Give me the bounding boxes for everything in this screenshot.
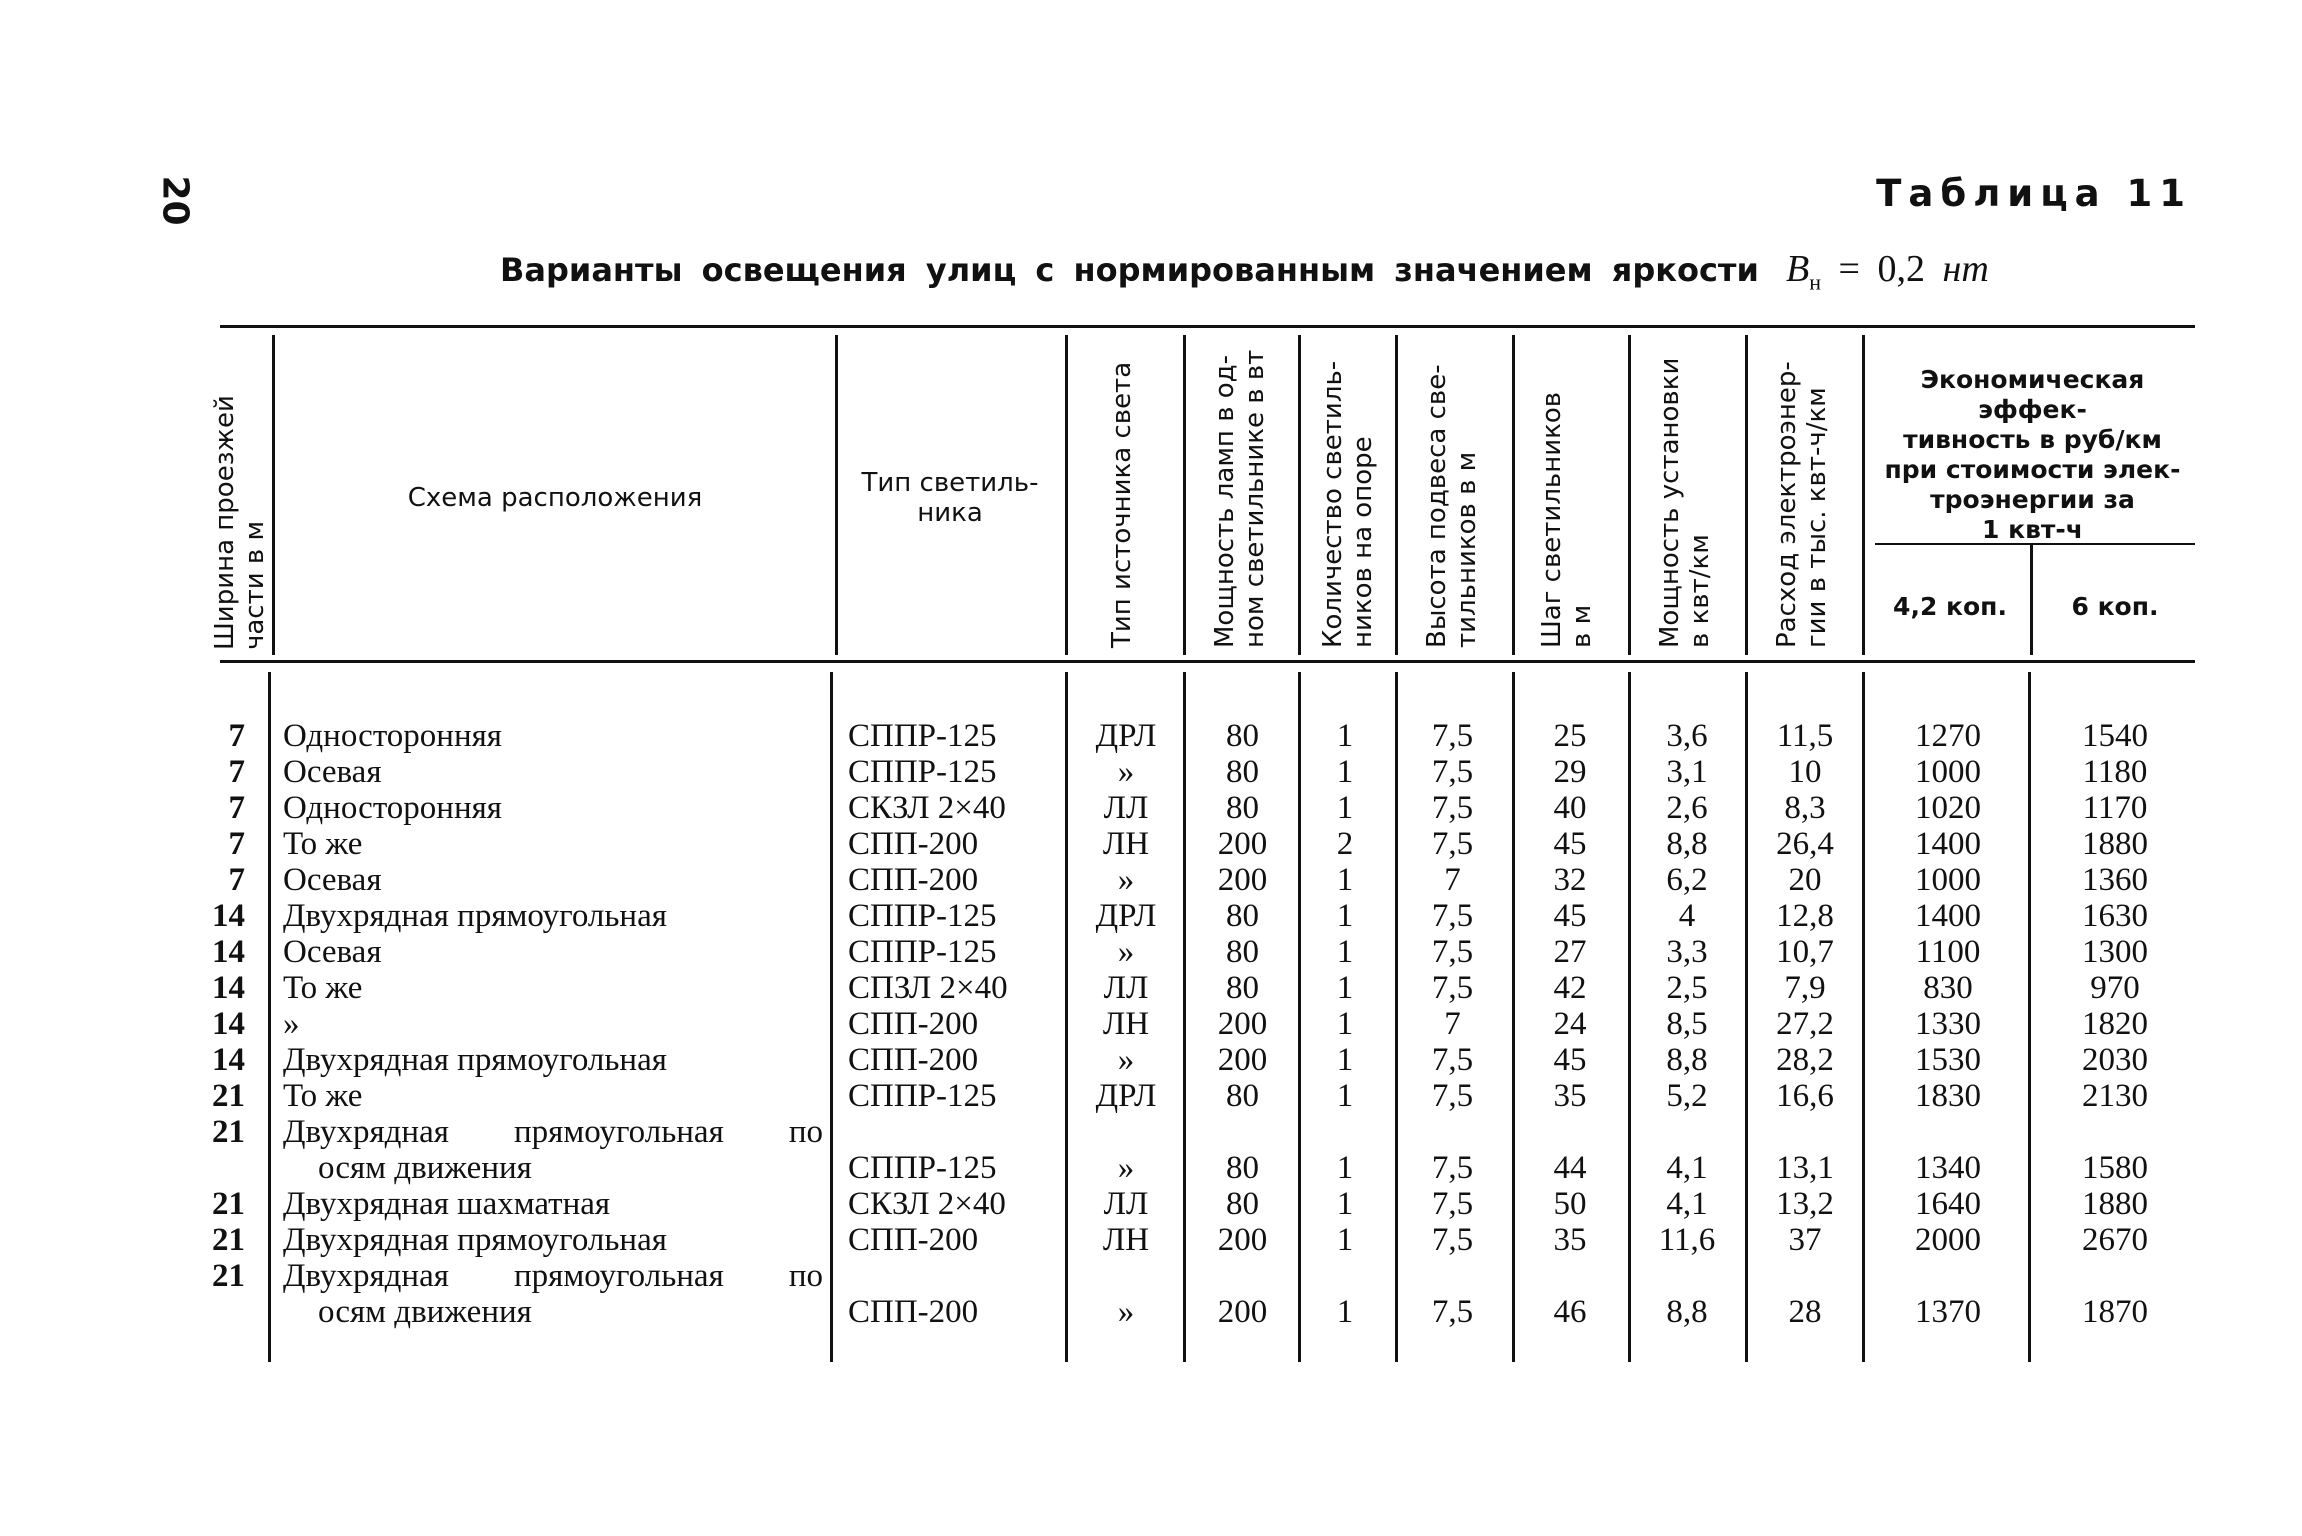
table-title	[500, 247, 1989, 296]
cell-source: ЛН	[1102, 826, 1150, 862]
cell-type: СПП-200	[848, 862, 979, 898]
cell-width: 7	[228, 862, 245, 898]
body-col-line	[1628, 672, 1631, 1362]
cell-source: ДРЛ	[1095, 1078, 1157, 1114]
cell-consumption: 20	[1788, 862, 1822, 898]
cell-install: 8,8	[1666, 1042, 1708, 1078]
cell-consumption: 13,2	[1776, 1186, 1834, 1222]
formula-symbol: B	[1786, 248, 1810, 290]
cell-source: ЛЛ	[1103, 790, 1149, 826]
cell-economy-2: 1180	[2082, 754, 2148, 790]
cell-economy-2: 1170	[2082, 790, 2148, 826]
cell-economy-2: 1630	[2082, 898, 2148, 934]
cell-power: 80	[1226, 1186, 1259, 1222]
header-source-line: Тип источника света	[1107, 361, 1137, 648]
cell-economy-1: 1640	[1915, 1186, 1981, 1222]
cell-step: 46	[1553, 1294, 1587, 1330]
header-power-lamp-line: Мощность ламп в од-	[1210, 354, 1240, 648]
cell-install: 4,1	[1666, 1150, 1708, 1186]
cell-install: 4,1	[1666, 1186, 1708, 1222]
body-col-line	[1395, 672, 1398, 1362]
header-power-lamp-line: ном светильнике в вт	[1240, 349, 1270, 648]
cell-source: »	[1117, 934, 1135, 970]
cell-type: СКЗЛ 2×40	[848, 790, 1006, 826]
cell-count: 1	[1336, 1042, 1354, 1078]
cell-height: 7,5	[1431, 934, 1474, 970]
cell-step: 24	[1553, 1006, 1587, 1042]
cell-consumption: 28,2	[1776, 1042, 1834, 1078]
cell-economy-2: 1870	[2082, 1294, 2148, 1330]
cell-install: 3,6	[1666, 718, 1708, 754]
cell-type: СППР-125	[848, 1150, 997, 1186]
header-price-1: 4,2 коп.	[1893, 592, 2007, 621]
cell-consumption: 27,2	[1776, 1006, 1834, 1042]
cell-economy-2: 2130	[2082, 1078, 2148, 1114]
cell-scheme: Двухрядная прямоугольная по	[283, 1114, 823, 1150]
cell-source: ЛЛ	[1103, 1186, 1149, 1222]
header-height-line: Высота подвеса све-	[1422, 364, 1452, 648]
header-type	[845, 468, 1055, 528]
body-col-line	[1065, 672, 1068, 1362]
cell-count: 1	[1336, 1222, 1354, 1258]
cell-source: ДРЛ	[1095, 898, 1157, 934]
cell-width: 21	[212, 1078, 245, 1114]
cell-type: СППР-125	[848, 754, 997, 790]
cell-power: 80	[1226, 754, 1259, 790]
header-power-install	[1655, 358, 1715, 648]
header-width-line: части в м	[240, 520, 270, 650]
cell-economy-1: 2000	[1915, 1222, 1981, 1258]
cell-width: 21	[212, 1258, 245, 1294]
cell-height: 7,5	[1431, 1186, 1474, 1222]
cell-scheme: Двухрядная прямоугольная	[283, 1222, 667, 1258]
cell-source: »	[1117, 862, 1135, 898]
cell-source: ДРЛ	[1095, 718, 1157, 754]
header-col-line	[1745, 335, 1748, 655]
cell-source: »	[1117, 1042, 1135, 1078]
header-economy	[1870, 365, 2195, 545]
body-col-line	[268, 672, 271, 1362]
header-type-line: Тип светиль-	[861, 468, 1039, 498]
cell-economy-1: 1530	[1915, 1042, 1981, 1078]
cell-step: 50	[1553, 1186, 1587, 1222]
cell-economy-1: 1330	[1915, 1006, 1981, 1042]
cell-install: 8,8	[1666, 826, 1708, 862]
cell-economy-1: 1000	[1915, 754, 1981, 790]
cell-count: 1	[1336, 1186, 1354, 1222]
cell-scheme: Двухрядная прямоугольная	[283, 1042, 667, 1078]
cell-scheme: »	[283, 1006, 300, 1042]
formula-subscript: н	[1809, 269, 1822, 295]
cell-consumption: 13,1	[1776, 1150, 1834, 1186]
cell-install: 4	[1678, 898, 1696, 934]
cell-step: 45	[1553, 1042, 1587, 1078]
cell-economy-2: 2030	[2082, 1042, 2148, 1078]
header-col-line	[2030, 545, 2033, 655]
cell-step: 32	[1553, 862, 1587, 898]
cell-height: 7,5	[1431, 1150, 1474, 1186]
cell-type: СППР-125	[848, 718, 997, 754]
cell-consumption: 7,9	[1784, 970, 1826, 1006]
cell-source: ЛН	[1102, 1222, 1150, 1258]
cell-consumption: 16,6	[1776, 1078, 1834, 1114]
cell-power: 200	[1217, 862, 1268, 898]
formula-rest: = 0,2	[1821, 248, 1943, 290]
header-consumption-line: Расход электроэнер-	[1772, 361, 1802, 648]
cell-count: 1	[1336, 898, 1354, 934]
body-col-line	[1862, 672, 1865, 1362]
cell-height: 7,5	[1431, 1222, 1474, 1258]
cell-scheme: Осевая	[283, 934, 382, 970]
header-price-2: 6 коп.	[2071, 592, 2159, 621]
cell-economy-2: 970	[2090, 970, 2140, 1006]
cell-type: СПП-200	[848, 1294, 979, 1330]
cell-count: 2	[1336, 826, 1354, 862]
header-economy-line: при стоимости элек-	[1884, 455, 2181, 484]
cell-width: 14	[212, 970, 245, 1006]
header-count	[1318, 361, 1378, 648]
cell-step: 42	[1553, 970, 1587, 1006]
cell-economy-1: 1400	[1915, 898, 1981, 934]
cell-step: 35	[1553, 1222, 1587, 1258]
cell-type: СПП-200	[848, 1042, 979, 1078]
cell-source: »	[1117, 754, 1135, 790]
cell-install: 11,6	[1658, 1222, 1716, 1258]
cell-type: СПП-200	[848, 1222, 979, 1258]
cell-economy-2: 1820	[2082, 1006, 2148, 1042]
cell-height: 7,5	[1431, 790, 1474, 826]
cell-count: 1	[1336, 718, 1354, 754]
formula-unit: нт	[1942, 248, 1989, 290]
header-width-line: Ширина проезжей	[210, 395, 240, 650]
cell-scheme: То же	[283, 970, 363, 1006]
cell-type: СППР-125	[848, 934, 997, 970]
header-scheme: Схема расположения	[407, 483, 703, 513]
cell-install: 8,5	[1666, 1006, 1708, 1042]
cell-install: 2,6	[1666, 790, 1708, 826]
cell-consumption: 26,4	[1776, 826, 1834, 862]
cell-height: 7,5	[1431, 898, 1474, 934]
cell-economy-1: 1270	[1915, 718, 1981, 754]
header-col-line	[1628, 335, 1631, 655]
cell-economy-1: 1100	[1915, 934, 1981, 970]
cell-type: СПП-200	[848, 1006, 979, 1042]
header-source	[1107, 362, 1137, 648]
cell-height: 7,5	[1431, 970, 1474, 1006]
cell-consumption: 11,5	[1776, 718, 1834, 754]
cell-type: СППР-125	[848, 898, 997, 934]
cell-width: 21	[212, 1222, 245, 1258]
cell-width: 14	[212, 898, 245, 934]
cell-power: 200	[1217, 1006, 1268, 1042]
cell-source: ЛН	[1102, 1006, 1150, 1042]
cell-power: 200	[1217, 1294, 1268, 1330]
cell-economy-2: 1300	[2082, 934, 2148, 970]
header-step-line: в м	[1567, 604, 1597, 648]
cell-economy-2: 1540	[2082, 718, 2148, 754]
cell-economy-2: 2670	[2082, 1222, 2148, 1258]
cell-step: 25	[1553, 718, 1587, 754]
cell-scheme: Двухрядная шахматная	[283, 1186, 611, 1222]
cell-install: 8,8	[1666, 1294, 1708, 1330]
header-economy-line: Экономическая эффек-	[1920, 365, 2145, 424]
cell-width: 21	[212, 1186, 245, 1222]
cell-count: 1	[1336, 754, 1354, 790]
header-col-line	[1183, 335, 1186, 655]
page-number: 20	[154, 175, 196, 226]
cell-count: 1	[1336, 1150, 1354, 1186]
cell-count: 1	[1336, 934, 1354, 970]
cell-height: 7	[1444, 862, 1461, 898]
header-count-line: ников на опоре	[1348, 436, 1378, 648]
cell-width: 21	[212, 1114, 245, 1150]
cell-type: СКЗЛ 2×40	[848, 1186, 1006, 1222]
cell-power: 80	[1226, 934, 1259, 970]
top-rule	[220, 325, 2195, 328]
cell-install: 6,2	[1666, 862, 1708, 898]
body-col-line	[1745, 672, 1748, 1362]
cell-economy-1: 1830	[1915, 1078, 1981, 1114]
cell-scheme: Односторонняя	[283, 718, 502, 754]
header-step-line: Шаг светильников	[1537, 391, 1567, 648]
cell-step: 35	[1553, 1078, 1587, 1114]
cell-source: »	[1117, 1294, 1135, 1330]
header-col-line	[1065, 335, 1068, 655]
header-economy-line: 1 квт-ч	[1982, 515, 2083, 544]
cell-economy-2: 1880	[2082, 826, 2148, 862]
header-power-install-line: Мощность установки	[1655, 357, 1685, 648]
header-height	[1422, 364, 1482, 648]
cell-scheme: Двухрядная прямоугольная по	[283, 1258, 823, 1294]
cell-economy-2: 1580	[2082, 1150, 2148, 1186]
cell-scheme: осям движения	[318, 1294, 532, 1330]
cell-width: 14	[212, 1006, 245, 1042]
cell-scheme: Односторонняя	[283, 790, 502, 826]
cell-consumption: 8,3	[1784, 790, 1826, 826]
header-col-line	[272, 335, 275, 655]
cell-economy-2: 1880	[2082, 1186, 2148, 1222]
cell-scheme: То же	[283, 826, 363, 862]
cell-count: 1	[1336, 790, 1354, 826]
header-type-line: ника	[917, 498, 983, 528]
cell-width: 14	[212, 1042, 245, 1078]
cell-power: 80	[1226, 718, 1259, 754]
cell-power: 200	[1217, 1222, 1268, 1258]
cell-scheme: То же	[283, 1078, 363, 1114]
header-col-line	[835, 335, 838, 655]
cell-height: 7,5	[1431, 826, 1474, 862]
cell-height: 7,5	[1431, 1042, 1474, 1078]
header-bottom-rule	[220, 660, 2195, 663]
cell-step: 40	[1553, 790, 1587, 826]
cell-source: ЛЛ	[1103, 970, 1149, 1006]
header-economy-line: троэнергии за	[1930, 485, 2135, 514]
cell-power: 80	[1226, 790, 1259, 826]
cell-economy-1: 1340	[1915, 1150, 1981, 1186]
cell-consumption: 10,7	[1776, 934, 1834, 970]
cell-scheme: Осевая	[283, 862, 382, 898]
cell-height: 7,5	[1431, 1294, 1474, 1330]
cell-step: 27	[1553, 934, 1587, 970]
cell-step: 44	[1553, 1150, 1587, 1186]
cell-width: 7	[228, 718, 245, 754]
cell-scheme: Двухрядная прямоугольная	[283, 898, 667, 934]
body-col-line	[1183, 672, 1186, 1362]
cell-power: 80	[1226, 1078, 1259, 1114]
header-width	[210, 395, 270, 650]
cell-power: 200	[1217, 1042, 1268, 1078]
cell-count: 1	[1336, 970, 1354, 1006]
cell-economy-1: 1000	[1915, 862, 1981, 898]
header-consumption	[1772, 361, 1832, 648]
cell-width: 7	[228, 754, 245, 790]
header-economy-line: тивность в руб/км	[1903, 425, 2162, 454]
cell-step: 45	[1553, 898, 1587, 934]
table-label: Таблица 11	[1876, 172, 2192, 215]
cell-power: 80	[1226, 970, 1259, 1006]
header-col-line	[1395, 335, 1398, 655]
cell-step: 29	[1553, 754, 1587, 790]
title-formula	[1786, 248, 1989, 295]
cell-count: 1	[1336, 862, 1354, 898]
body-col-line	[830, 672, 833, 1362]
cell-width: 7	[228, 790, 245, 826]
header-col-line	[1512, 335, 1515, 655]
cell-consumption: 37	[1788, 1222, 1822, 1258]
cell-consumption: 28	[1788, 1294, 1822, 1330]
cell-economy-1: 830	[1923, 970, 1973, 1006]
cell-step: 45	[1553, 826, 1587, 862]
cell-width: 14	[212, 934, 245, 970]
cell-economy-1: 1400	[1915, 826, 1981, 862]
title-text: Варианты освещения улиц с нормированным значением яркости	[500, 251, 1759, 289]
cell-count: 1	[1336, 1006, 1354, 1042]
header-power-install-line: в квт/км	[1685, 534, 1715, 648]
cell-consumption: 12,8	[1776, 898, 1834, 934]
cell-economy-2: 1360	[2082, 862, 2148, 898]
header-height-line: тильников в м	[1452, 451, 1482, 648]
cell-height: 7	[1444, 1006, 1461, 1042]
cell-scheme: осям движения	[318, 1150, 532, 1186]
cell-type: СПЗЛ 2×40	[848, 970, 1008, 1006]
cell-height: 7,5	[1431, 754, 1474, 790]
cell-power: 80	[1226, 1150, 1259, 1186]
cell-count: 1	[1336, 1294, 1354, 1330]
cell-height: 7,5	[1431, 718, 1474, 754]
header-consumption-line: гии в тыс. квт-ч/км	[1802, 387, 1832, 648]
cell-install: 2,5	[1666, 970, 1708, 1006]
body-col-line	[2028, 672, 2031, 1362]
header-power-lamp	[1210, 350, 1270, 648]
cell-power: 80	[1226, 898, 1259, 934]
cell-scheme: Осевая	[283, 754, 382, 790]
cell-power: 200	[1217, 826, 1268, 862]
cell-height: 7,5	[1431, 1078, 1474, 1114]
cell-source: »	[1117, 1150, 1135, 1186]
header-count-line: Количество светиль-	[1318, 360, 1348, 648]
cell-type: СППР-125	[848, 1078, 997, 1114]
cell-count: 1	[1336, 1078, 1354, 1114]
cell-install: 3,3	[1666, 934, 1708, 970]
header-col-line	[1862, 335, 1865, 655]
header-step	[1537, 392, 1597, 648]
cell-economy-1: 1370	[1915, 1294, 1981, 1330]
cell-install: 3,1	[1666, 754, 1708, 790]
header-col-line	[1298, 335, 1301, 655]
cell-width: 7	[228, 826, 245, 862]
cell-install: 5,2	[1666, 1078, 1708, 1114]
cell-type: СПП-200	[848, 826, 979, 862]
cell-consumption: 10	[1788, 754, 1822, 790]
cell-economy-1: 1020	[1915, 790, 1981, 826]
